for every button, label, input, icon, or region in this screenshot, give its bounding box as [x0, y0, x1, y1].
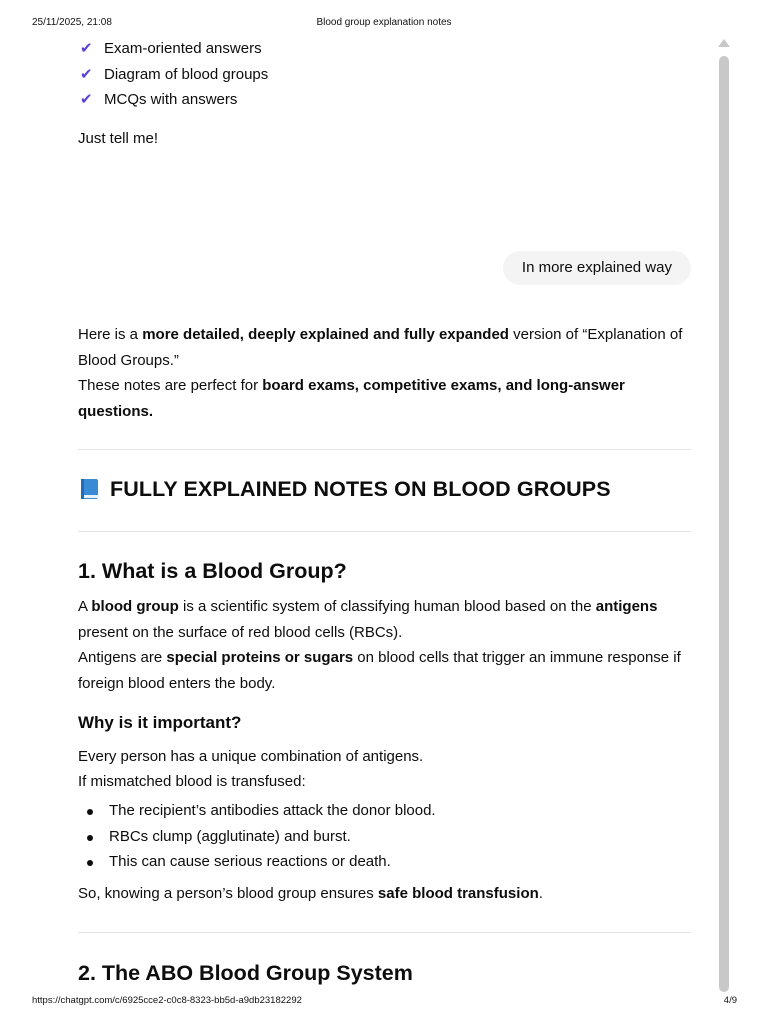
print-url: https://chatgpt.com/c/6925cce2-c0c8-8323-bb5d-a9db23182292 — [32, 995, 302, 1006]
blue-book-icon — [80, 479, 100, 499]
divider — [78, 932, 691, 933]
mismatch-effects-list — [78, 798, 436, 875]
divider — [78, 449, 691, 450]
why-line-2: If mismatched blood is transfused: — [78, 773, 306, 790]
why-line-1: Every person has a unique combination of antigens. — [78, 748, 424, 765]
print-datetime: 25/11/2025, 21:08 — [32, 17, 112, 28]
print-page-number: 4/9 — [723, 995, 737, 1006]
checkmark-icon: ✔ — [80, 40, 93, 57]
heading-what-is-blood-group: 1. What is a Blood Group? — [78, 559, 347, 583]
intro-paragraph-1: Here is a more detailed, deeply explained and fully expanded version of “Explanation of Blood Groups.” — [78, 326, 683, 369]
list-item-label: Diagram of blood groups — [104, 65, 269, 83]
what-is-paragraph-2: Antigens are special proteins or sugars on blood cells that trigger an immune response if foreign blood enters the body. — [78, 649, 681, 692]
list-item — [80, 62, 268, 88]
heading-why-important: Why is it important? — [78, 713, 242, 732]
checkmark-icon: ✔ — [80, 65, 93, 83]
closing-line: Just tell me! — [78, 130, 159, 147]
list-item — [80, 87, 268, 113]
list-item: This can cause serious reactions or death. — [78, 849, 436, 875]
scrollbar-thumb[interactable] — [719, 56, 729, 992]
list-item-label: MCQs with answers — [104, 91, 238, 108]
section-title: FULLY EXPLAINED NOTES ON BLOOD GROUPS — [80, 477, 611, 502]
list-item-label: Exam-oriented answers — [104, 40, 262, 57]
intro-paragraph-2: These notes are perfect for board exams, competitive exams, and long-answer questions. — [78, 377, 625, 420]
offer-checklist — [80, 36, 268, 113]
list-item: RBCs clump (agglutinate) and burst. — [78, 824, 436, 850]
user-message-bubble: In more explained way — [503, 251, 691, 285]
scroll-up-arrow-icon[interactable] — [718, 39, 730, 47]
why-conclusion: So, knowing a person’s blood group ensures safe blood transfusion. — [78, 885, 543, 902]
what-is-paragraph-1: A blood group is a scientific system of classifying human blood based on the antigens present on the surface of red blood cells (RBCs). — [78, 598, 658, 641]
heading-abo-system: 2. The ABO Blood Group System — [78, 961, 413, 985]
divider — [78, 531, 691, 532]
print-page-title: Blood group explanation notes — [316, 17, 452, 28]
list-item: The recipient’s antibodies attack the donor blood. — [78, 798, 436, 824]
checkmark-icon: ✔ — [80, 91, 93, 108]
list-item — [80, 36, 268, 62]
